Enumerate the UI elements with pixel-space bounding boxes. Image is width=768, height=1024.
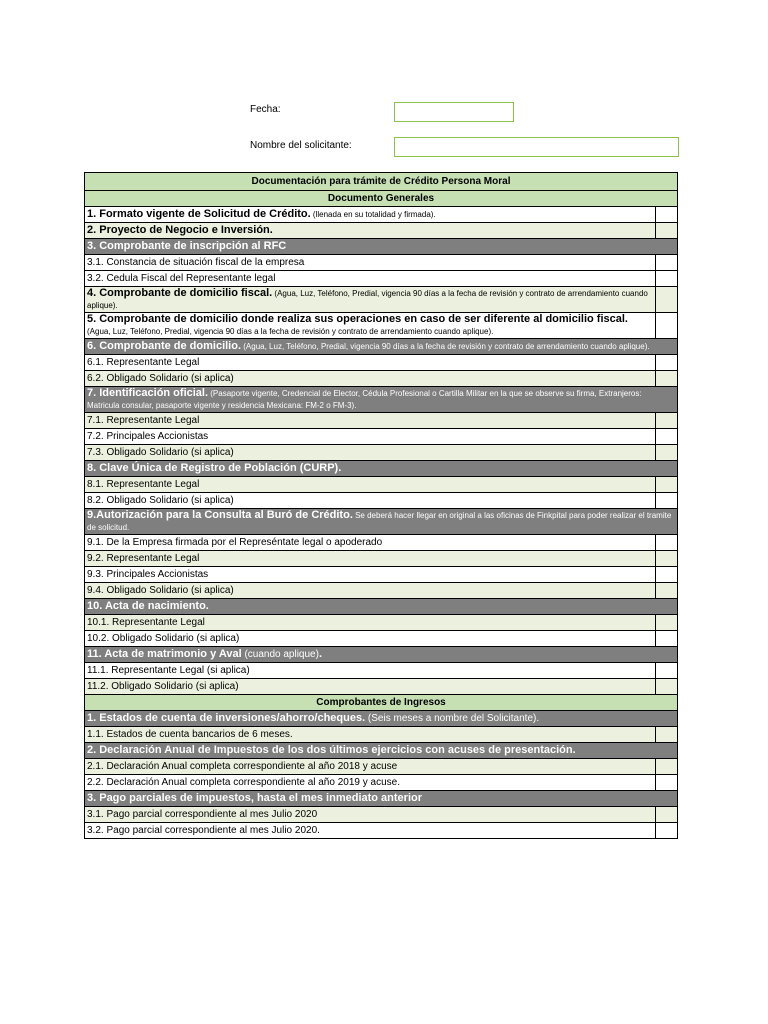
table-row <box>85 509 678 535</box>
row-note: (llenada en su totalidad y firmada). <box>310 210 436 219</box>
checkbox-cell[interactable] <box>655 355 677 371</box>
checkbox-cell[interactable] <box>655 551 677 567</box>
checkbox-cell[interactable] <box>655 445 677 461</box>
table-row <box>85 663 678 679</box>
table-row <box>85 791 678 807</box>
table-row <box>85 759 678 775</box>
table-title: Documentación para trámite de Crédito Persona Moral <box>85 173 678 191</box>
table-row <box>85 313 678 339</box>
row-heading: 1. Estados de cuenta de inversiones/ahorro/cheques. <box>87 712 366 724</box>
row-heading: 1. Formato vigente de Solicitud de Crédito. <box>87 208 311 220</box>
row-heading: 6. Comprobante de domicilio. <box>87 340 242 352</box>
row-label: 7.2. Principales Accionistas <box>85 429 656 445</box>
checkbox-cell[interactable] <box>655 493 677 509</box>
row-label: 9.2. Representante Legal <box>85 551 656 567</box>
row-heading: 7. Identificación oficial. <box>87 387 209 399</box>
table-row <box>85 461 678 477</box>
checkbox-cell[interactable] <box>655 631 677 647</box>
table-row <box>85 413 678 429</box>
table-row <box>85 223 678 239</box>
row-label: 3.2. Cedula Fiscal del Representante legal <box>85 271 656 287</box>
table-row <box>85 647 678 663</box>
table-row <box>85 339 678 355</box>
checkbox-cell[interactable] <box>655 477 677 493</box>
table-row <box>85 287 678 313</box>
table-row <box>85 239 678 255</box>
documentation-table <box>84 172 678 839</box>
row-label: 1.1. Estados de cuenta bancarios de 6 meses. <box>85 727 656 743</box>
row-note: (cuando aplique) <box>241 649 319 660</box>
row-heading: 2. Declaración Anual de Impuestos de los dos últimos ejercicios con acuses de presentación. <box>87 744 576 756</box>
checkbox-cell[interactable] <box>655 429 677 445</box>
row-label: 3.1. Pago parcial correspondiente al mes Julio 2020 <box>85 807 656 823</box>
row-note: (Agua, Luz, Teléfono, Predial, vigencia 90 días a la fecha de revisión y contrato de arrendamiento cuando aplique). <box>241 342 650 351</box>
table-row <box>85 807 678 823</box>
checkbox-cell[interactable] <box>655 567 677 583</box>
table-row <box>85 615 678 631</box>
table-row <box>85 255 678 271</box>
row-label: 6.2. Obligado Solidario (si aplica) <box>85 371 656 387</box>
table-row <box>85 743 678 759</box>
checkbox-cell[interactable] <box>655 271 677 287</box>
row-heading: 3. Comprobante de inscripción al RFC <box>87 240 287 252</box>
row-label: 2.2. Declaración Anual completa correspondiente al año 2019 y acuse. <box>85 775 656 791</box>
checkbox-cell[interactable] <box>655 615 677 631</box>
checkbox-cell[interactable] <box>655 583 677 599</box>
table-row <box>85 429 678 445</box>
row-heading: 4. Comprobante de domicilio fiscal. <box>87 287 273 299</box>
checkbox-cell[interactable] <box>655 727 677 743</box>
row-heading: 8. Clave Única de Registro de Población (CURP). <box>87 462 342 474</box>
fecha-label: Fecha: <box>250 104 281 115</box>
row-heading: 3. Pago parciales de impuestos, hasta el mes inmediato anterior <box>87 792 423 804</box>
checkbox-cell[interactable] <box>655 663 677 679</box>
checkbox-cell[interactable] <box>655 535 677 551</box>
checkbox-cell[interactable] <box>655 223 677 239</box>
checkbox-cell[interactable] <box>655 807 677 823</box>
row-label: 8.2. Obligado Solidario (si aplica) <box>85 493 656 509</box>
row-label: 3.1. Constancia de situación fiscal de la empresa <box>85 255 656 271</box>
row-heading: 2. Proyecto de Negocio e Inversión. <box>87 224 273 236</box>
checkbox-cell[interactable] <box>655 679 677 695</box>
table-row <box>85 271 678 287</box>
row-note: (Agua, Luz, Teléfono, Predial, vigencia 90 días a la fecha de revisión y contrato de arrendamiento cuando aplique). <box>87 289 648 310</box>
row-label: 7.1. Representante Legal <box>85 413 656 429</box>
section-title-ingresos: Comprobantes de Ingresos <box>85 695 678 711</box>
row-heading: 10. Acta de nacimiento. <box>87 600 209 612</box>
row-heading: 11. Acta de matrimonio y Aval <box>87 648 242 660</box>
table-row <box>85 477 678 493</box>
row-note: (Seis meses a nombre del Solicitante). <box>365 713 540 724</box>
checkbox-cell[interactable] <box>655 371 677 387</box>
table-row <box>85 551 678 567</box>
table-row <box>85 599 678 615</box>
row-heading-end: . <box>318 648 323 660</box>
table-row <box>85 679 678 695</box>
row-label: 3.2. Pago parcial correspondiente al mes Julio 2020. <box>85 823 656 839</box>
table-row <box>85 823 678 839</box>
row-label: 9.4. Obligado Solidario (si aplica) <box>85 583 656 599</box>
checkbox-cell[interactable] <box>655 255 677 271</box>
row-label: 6.1. Representante Legal <box>85 355 656 371</box>
checkbox-cell[interactable] <box>655 775 677 791</box>
row-label: 10.1. Representante Legal <box>85 615 656 631</box>
table-row <box>85 371 678 387</box>
table-row <box>85 775 678 791</box>
checkbox-cell[interactable] <box>655 287 677 313</box>
checkbox-cell[interactable] <box>655 313 677 339</box>
table-row <box>85 207 678 223</box>
row-label: 11.1. Representante Legal (si aplica) <box>85 663 656 679</box>
row-note: (Pasaporte vigente, Credencial de Elector, Cédula Profesional o Cartilla Militar en la que se observe su firma, Extranjeros: Matricula consular, pasaporte vigente y residencia Mexicana: FM-2 o FM-3). <box>87 389 642 410</box>
row-note: (Agua, Luz, Teléfono, Predial, vigencia 90 días a la fecha de revisión y contrato de arrendamiento cuando aplique). <box>87 327 494 336</box>
row-label: 11.2. Obligado Solidario (si aplica) <box>85 679 656 695</box>
section-title-generales: Documento Generales <box>85 191 678 207</box>
table-row <box>85 583 678 599</box>
nombre-label: Nombre del solicitante: <box>250 140 352 151</box>
row-label: 10.2. Obligado Solidario (si aplica) <box>85 631 656 647</box>
checkbox-cell[interactable] <box>655 413 677 429</box>
checkbox-cell[interactable] <box>655 207 677 223</box>
checkbox-cell[interactable] <box>655 759 677 775</box>
table-row <box>85 535 678 551</box>
nombre-input[interactable] <box>394 137 679 157</box>
row-heading: 9.Autorización para la Consulta al Buró de Crédito. <box>87 509 353 521</box>
table-row <box>85 355 678 371</box>
table-row <box>85 493 678 509</box>
row-label: 9.1. De la Empresa firmada por el Represéntate legal o apoderado <box>85 535 656 551</box>
checkbox-cell[interactable] <box>655 823 677 839</box>
table-row <box>85 445 678 461</box>
table-row <box>85 567 678 583</box>
table-row <box>85 631 678 647</box>
fecha-input[interactable] <box>394 102 514 122</box>
row-note: Se deberá hacer llegar en original a las oficinas de Finkpital para poder realizar el tramite de solicitud. <box>87 511 672 532</box>
row-label: 9.3. Principales Accionistas <box>85 567 656 583</box>
row-label: 8.1. Representante Legal <box>85 477 656 493</box>
row-label: 2.1. Declaración Anual completa correspondiente al año 2018 y acuse <box>85 759 656 775</box>
row-label: 7.3. Obligado Solidario (si aplica) <box>85 445 656 461</box>
row-heading: 5. Comprobante de domicilio donde realiza sus operaciones en caso de ser diferente al domicilio fiscal. <box>87 313 628 325</box>
table-row <box>85 711 678 727</box>
table-row <box>85 387 678 413</box>
table-row <box>85 727 678 743</box>
